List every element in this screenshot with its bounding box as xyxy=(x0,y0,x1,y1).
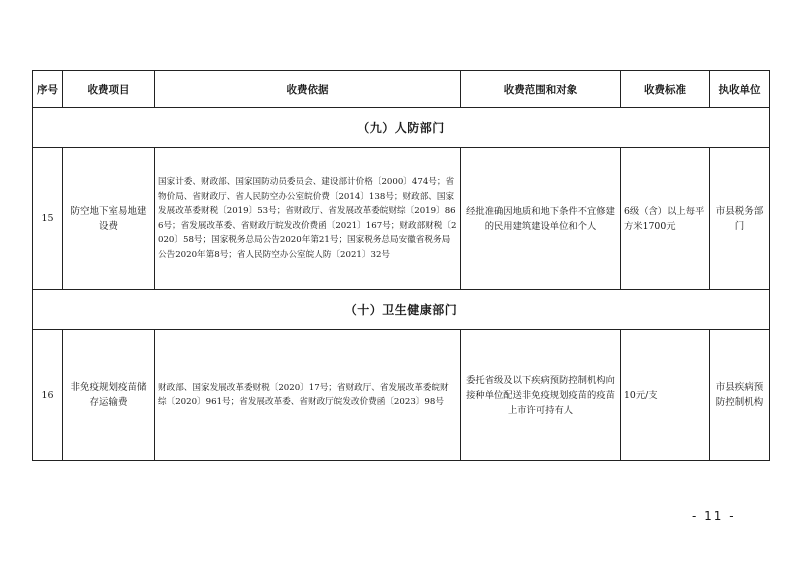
cell-unit: 市县疾病预防控制机构 xyxy=(710,330,770,461)
section-title: （十）卫生健康部门 xyxy=(33,290,770,330)
cell-basis: 国家计委、财政部、国家国防动员委员会、建设部计价格〔2000〕474号；省物价局、省财政厅、省人民防空办公室皖价费〔2014〕138号；财政部、国家发展改革委财税〔2019〕53号；省财政厅、省发展改革委皖财综〔2019〕866号；省发展改革委、省财政厅皖发改价费函〔2021〕167号；财政部财税〔2020〕58号；国家税务总局公告2020年第21号；国家税务总局安徽省税务局公告2020年第8号；省人民防空办公室皖人防〔2021〕32号 xyxy=(155,148,461,290)
header-no: 序号 xyxy=(33,71,63,108)
table-header-row xyxy=(33,71,770,108)
header-standard: 收费标准 xyxy=(621,71,710,108)
fee-table xyxy=(32,70,770,461)
cell-unit: 市县税务部门 xyxy=(710,148,770,290)
header-unit: 执收单位 xyxy=(710,71,770,108)
section-row xyxy=(33,290,770,330)
cell-no: 15 xyxy=(33,148,63,290)
cell-scope: 经批准确因地质和地下条件不宜修建的民用建筑建设单位和个人 xyxy=(461,148,621,290)
section-row xyxy=(33,108,770,148)
table-row xyxy=(33,148,770,290)
cell-item: 防空地下室易地建设费 xyxy=(63,148,155,290)
cell-standard: 10元/支 xyxy=(621,330,710,461)
cell-item: 非免疫规划疫苗储存运输费 xyxy=(63,330,155,461)
header-basis: 收费依据 xyxy=(155,71,461,108)
header-item: 收费项目 xyxy=(63,71,155,108)
section-title: （九）人防部门 xyxy=(33,108,770,148)
page-number: - 11 - xyxy=(692,509,736,523)
table-row xyxy=(33,330,770,461)
header-scope: 收费范围和对象 xyxy=(461,71,621,108)
cell-basis: 财政部、国家发展改革委财税〔2020〕17号；省财政厅、省发展改革委皖财综〔2020〕961号；省发展改革委、省财政厅皖发改价费函〔2023〕98号 xyxy=(155,330,461,461)
cell-no: 16 xyxy=(33,330,63,461)
cell-standard: 6级（含）以上每平方米1700元 xyxy=(621,148,710,290)
cell-scope: 委托省级及以下疾病预防控制机构向接种单位配送非免疫规划疫苗的疫苗上市许可持有人 xyxy=(461,330,621,461)
